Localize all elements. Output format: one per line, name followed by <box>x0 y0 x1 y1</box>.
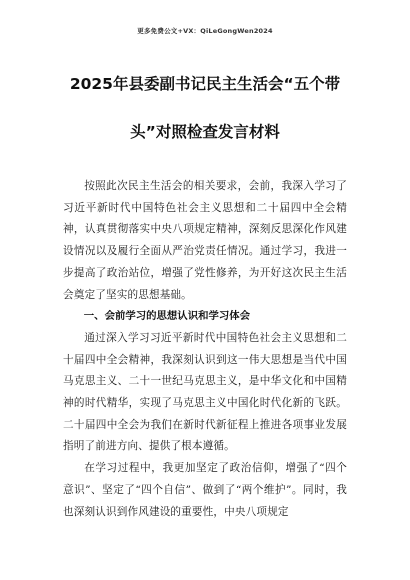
document-title-line-2: 头”对照检查发言材料 <box>130 123 280 141</box>
section-heading: 一、会前学习的思想认识和学习体会 <box>83 310 251 323</box>
section-paragraph: 通过深入学习习近平新时代中国特色社会主义思想和二十届四中全会精神，我深刻认识到这一伟大思想是当代中国马克思主义、二十一世纪马克思主义，是中华文化和中国精神的时代精华，实现了马克思主义中国化时代化新的飞跃。二十届四中全会为我们在新时代新征程上推进各项事业发展指明了前进方向、提供了根本遵循。 <box>63 331 347 453</box>
section-paragraph: 在学习过程中，我更加坚定了政治信仰，增强了“四个意识”、坚定了“四个自信”、做到了“两个维护”。同时，我也深刻认识到作风建设的重要性，中央八项规定 <box>63 462 347 518</box>
header-note: 更多免费公文+VX：QiLeGongWen2024 <box>137 27 273 35</box>
document-body <box>63 176 347 523</box>
document-title-line-1: 2025年县委副书记民主生活会“五个带 <box>69 75 341 93</box>
intro-paragraph: 按照此次民主生活会的相关要求，会前，我深入学习了习近平新时代中国特色社会主义思想和二十届四中全会精神，认真贯彻落实中央八项规定精神，深刻反思深化作风建设情况以及履行全面从严治党责任情况。通过学习，我进一步提高了政治站位，增强了党性修养，为开好这次民主生活会奠定了坚实的思想基础。 <box>63 180 347 301</box>
